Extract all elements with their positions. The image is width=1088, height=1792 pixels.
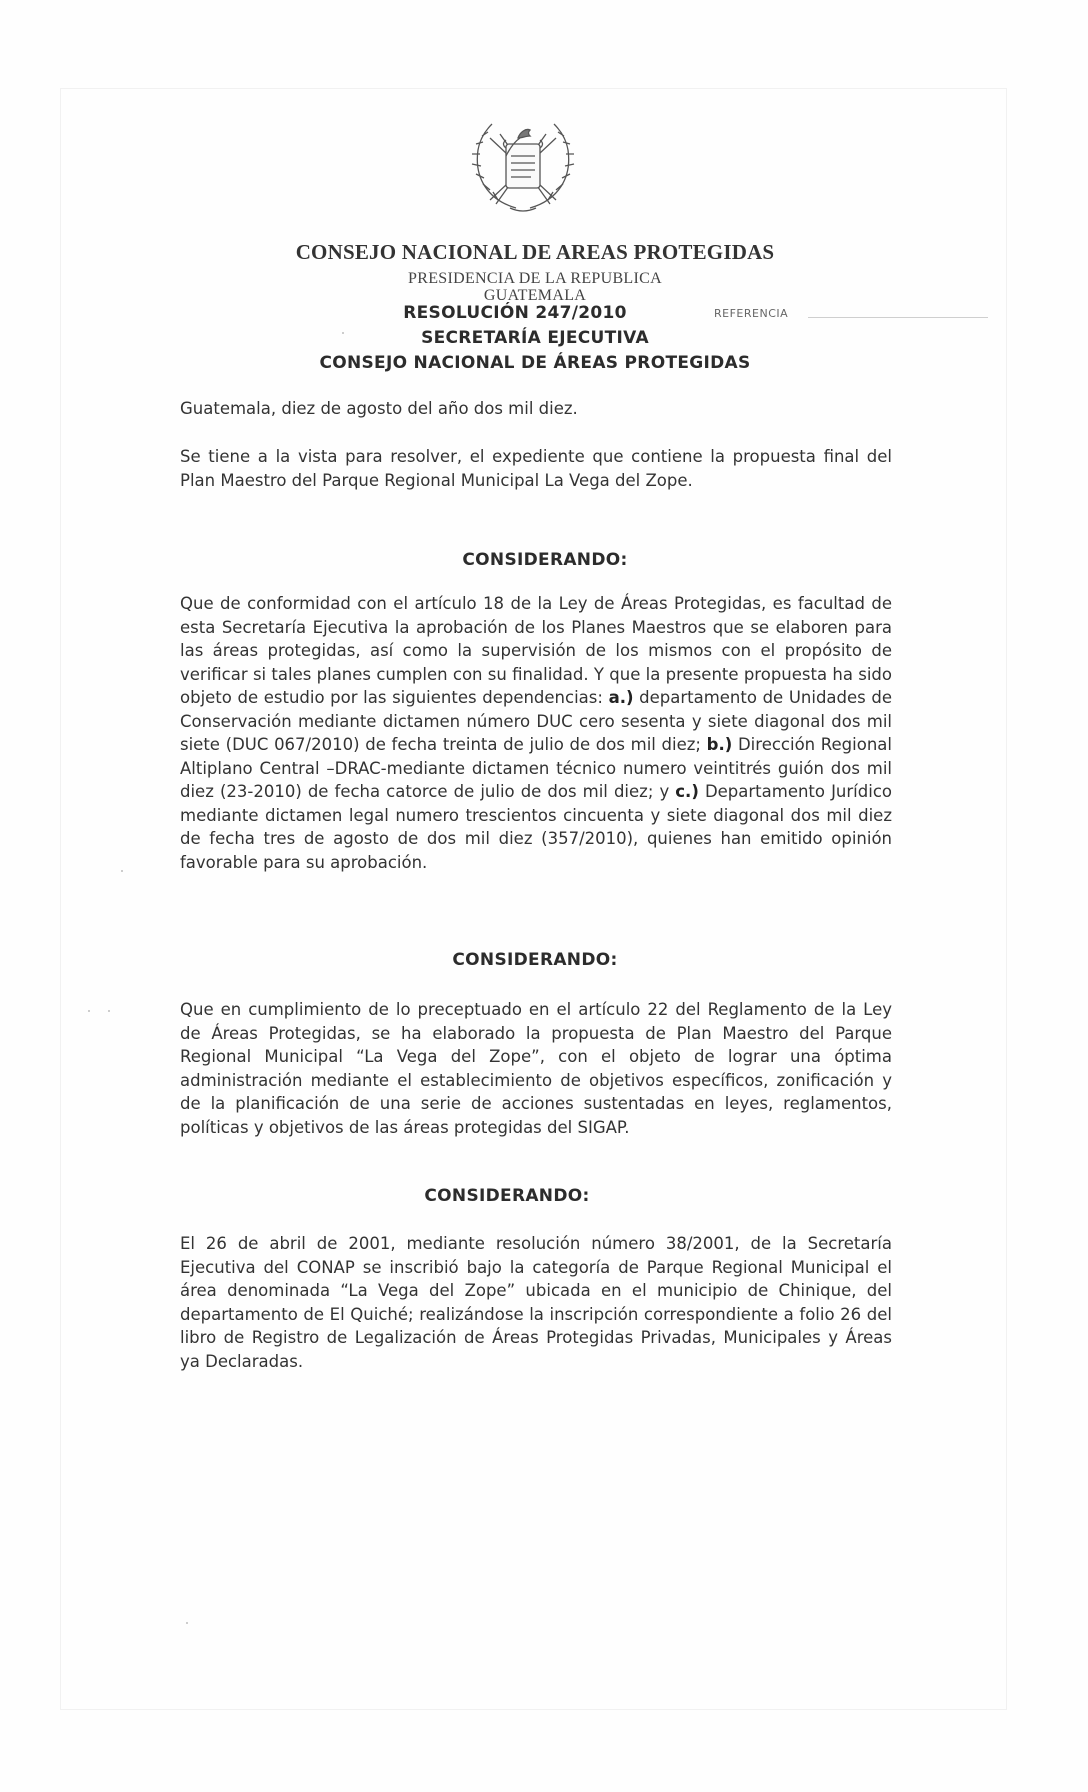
presidencia-subtitle: PRESIDENCIA DE LA REPUBLICA: [408, 270, 662, 287]
considerando-heading-1: CONSIDERANDO:: [462, 550, 628, 570]
secretaria-heading: SECRETARÍA EJECUTIVA: [421, 328, 649, 348]
consejo-heading: CONSEJO NACIONAL DE ÁREAS PROTEGIDAS: [319, 353, 751, 373]
intro-paragraph: Se tiene a la vista para resolver, el expediente que contiene la propuesta final del Plan Maestro del Parque Regional Municipal La Vega del Zope.: [180, 447, 892, 490]
date-line: Guatemala, diez de agosto del año dos mil diez.: [180, 399, 578, 418]
para1-text-c: Dirección Regional Altiplano Central –DRAC-mediante dictamen técnico numero veintitrés guión dos mil diez (23-2010) de fecha catorce de julio de dos mil diez; y: [180, 735, 892, 801]
scan-speck: [186, 1622, 188, 1624]
resolution-number: RESOLUCIÓN 247/2010: [403, 303, 627, 323]
org-title: CONSEJO NACIONAL DE AREAS PROTEGIDAS: [295, 240, 775, 264]
scan-speck: [121, 870, 123, 872]
item-marker-b: b.): [706, 735, 733, 754]
referencia-line: [808, 317, 988, 318]
considerando-paragraph-1: [180, 592, 892, 874]
referencia-label: REFERENCIA: [714, 307, 789, 320]
scan-speck: [342, 332, 344, 334]
considerando-paragraph-3: El 26 de abril de 2001, mediante resolución número 38/2001, de la Secretaría Ejecutiva del CONAP se inscribió bajo la categoría de Parque Regional Municipal el área denominada “La Vega del Zope” ubicada en el municipio de Chinique, del departamento de El Quiché; realizándose la inscripción correspondiente a folio 26 del libro de Registro de Legalización de Áreas Protegidas Privadas, Municipales y Áreas ya Declaradas.: [180, 1234, 892, 1371]
para1-text-b: departamento de Unidades de Conservación mediante dictamen número DUC cero sesenta y siete diagonal dos mil siete (DUC 067/2010) de fecha treinta de julio de dos mil diez;: [180, 688, 892, 754]
coat-of-arms-icon: [466, 108, 580, 218]
scan-speck: [108, 1010, 110, 1012]
para1-text-d: Departamento Jurídico mediante dictamen legal numero trescientos cincuenta y siete diagonal dos mil diez de fecha tres de agosto de dos mil diez (357/2010), quienes han emitido opinión favorable para su aprobación.: [180, 782, 892, 872]
considerando-heading-3: CONSIDERANDO:: [424, 1186, 590, 1206]
item-marker-a: a.): [608, 688, 634, 707]
scan-speck: [88, 1010, 90, 1012]
para1-text-a: Que de conformidad con el artículo 18 de la Ley de Áreas Protegidas, es facultad de esta Secretaría Ejecutiva la aprobación de los Planes Maestros que se elaboren para las áreas protegidas, así como la supervisión de los mismos con el propósito de verificar si tales planes cumplen con su finalidad. Y que la presente propuesta ha sido objeto de estudio por las siguientes dependencias:: [180, 594, 892, 707]
considerando-heading-2: CONSIDERANDO:: [452, 950, 618, 970]
country-subtitle: GUATEMALA: [483, 287, 587, 304]
item-marker-c: c.): [675, 782, 699, 801]
considerando-paragraph-2: Que en cumplimiento de lo preceptuado en el artículo 22 del Reglamento de la Ley de Áreas Protegidas, se ha elaborado la propuesta de Plan Maestro del Parque Regional Municipal “La Vega del Zope”, con el objeto de lograr una óptima administración mediante el establecimiento de objetivos específicos, zonificación y de la planificación de una serie de acciones sustentadas en leyes, reglamentos, políticas y objetivos de las áreas protegidas del SIGAP.: [180, 1000, 892, 1137]
